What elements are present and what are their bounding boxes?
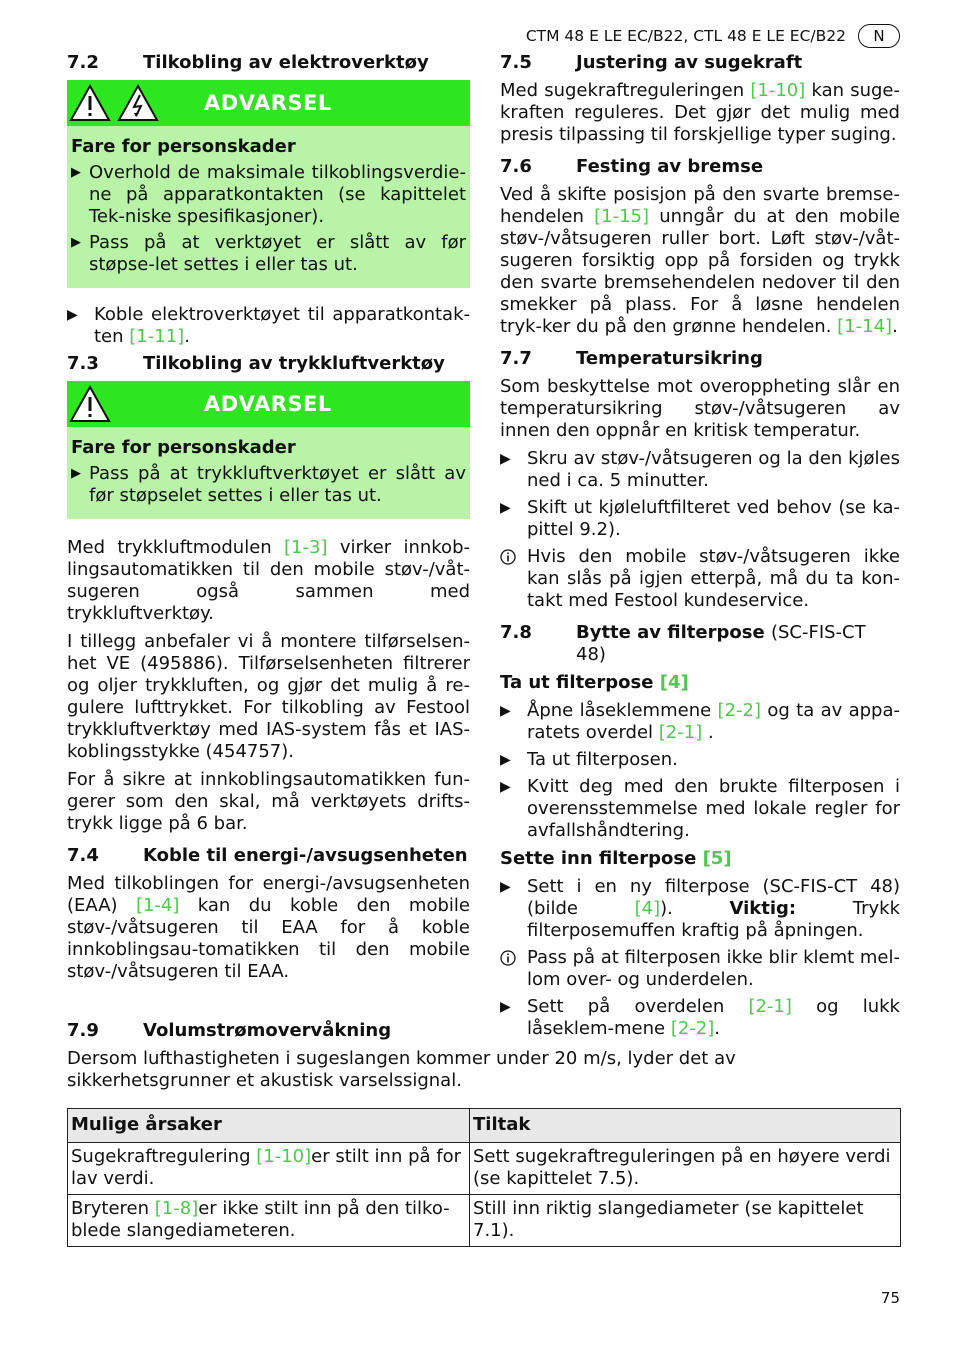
warning-box-7-2 <box>67 80 470 288</box>
electric-hazard-icon <box>117 84 159 122</box>
insert-filter-subheading: Sette inn filterpose [5] <box>500 848 732 869</box>
section-7-9-heading: 7.9 Volumstrømovervåkning <box>67 1020 392 1041</box>
instruction-step: ▶ Sett i en ny filterpose (SC-FIS-CT 48) (bilde [4]). Viktig: Trykk filterposemuffen kraftig på åpningen. <box>500 876 900 941</box>
warning-subtitle: Fare for personskader <box>71 136 296 157</box>
section-7-7-heading: 7.7 Temperatursikring <box>500 348 763 369</box>
figure-ref: [1-14] <box>837 316 893 337</box>
table-cell: Bryteren [1-8]er ikke stilt inn på den tilko-blede slangediameteren. <box>68 1195 470 1247</box>
section-7-5-heading: 7.5 Justering av sugekraft <box>500 52 803 73</box>
model-title: CTM 48 E LE EC/B22, CTL 48 E LE EC/B22 <box>525 27 846 45</box>
page-number: 75 <box>880 1289 900 1307</box>
arrow-bullet-icon: ▶ <box>67 307 78 323</box>
arrow-bullet-icon: ▶ <box>500 752 511 768</box>
warning-subtitle: Fare for personskader <box>71 437 296 458</box>
warning-bar <box>67 80 470 126</box>
instruction-step: ▶ Sett på overdelen [2-1] og lukk låseklem-mene [2-2]. <box>500 996 900 1039</box>
instruction-step: ▶ Skift ut kjøleluftfilteret ved behov (se ka-pittel 9.2). <box>500 497 900 540</box>
table-cell: Sett sugekraftreguleringen på en høyere verdi (se kapittelet 7.5). <box>470 1143 901 1195</box>
figure-ref: [1-3] <box>284 537 328 558</box>
language-badge: N <box>858 24 900 48</box>
paragraph: Ved å skifte posisjon på den svarte bremse-hendelen [1-15] unngår du at den mobile støv-/våtsugeren ruller bort. Løft støv-/våt-sugeren forsiktig opp på forsiden og trykk den svarte bremsehendelen nedover til den smekker på plass. For å løsne hendelen tryk-ker du på den grønne hendelen. [1-14]. <box>500 184 900 337</box>
arrow-bullet-icon: ▶ <box>500 500 511 516</box>
warning-item: ▶ Overhold de maksimale tilkoblingsverdie-ne på apparatkontakten (se kapittelet Tek-niske spesifikasjoner). <box>71 162 466 227</box>
remove-filter-subheading: Ta ut filterpose [4] <box>500 672 689 693</box>
warning-title: ADVARSEL <box>204 91 332 115</box>
instruction-step: ▶ Ta ut filterposen. <box>500 749 678 770</box>
warning-bar <box>67 381 470 427</box>
table-row <box>68 1195 901 1247</box>
arrow-bullet-icon: ▶ <box>500 779 511 795</box>
info-note: Pass på at filterposen ikke blir klemt mel-lom over- og underdelen. <box>500 947 900 991</box>
table-cell: Sugekraftregulering [1-10]er stilt inn på for lav verdi. <box>68 1143 470 1195</box>
paragraph: Med sugekraftreguleringen [1-10] kan suge-kraften reguleres. Det gjør det mulig med presis tilpassing til forskjellige typer suging. <box>500 80 900 145</box>
warning-item: ▶ Pass på at verktøyet er slått av før støpse-let settes i eller tas ut. <box>71 232 466 275</box>
table-header-row <box>68 1109 901 1143</box>
instruction-step: ▶ Koble elektroverktøyet til apparatkontak-ten [1-11]. <box>67 304 470 347</box>
column-header: Tiltak <box>470 1109 901 1143</box>
table-row <box>68 1143 901 1195</box>
page-header <box>526 24 900 48</box>
figure-ref: [1-15] <box>594 206 649 227</box>
section-7-9 <box>67 1020 901 1247</box>
paragraph: Med tilkoblingen for energi-/avsugsenheten (EAA) [1-4] kan du koble den mobile støv-/våtsugeren til EAA for å koble innkoblingsau-tomatikken til den mobile støv-/våtsugeren til EAA. <box>67 873 470 982</box>
left-column <box>67 52 470 989</box>
instruction-step: ▶ Åpne låseklemmene [2-2] og ta av appa-ratets overdel [2-1] . <box>500 700 901 743</box>
warning-box-7-3 <box>67 381 470 519</box>
right-column <box>500 52 900 1045</box>
instruction-step: ▶ Skru av støv-/våtsugeren og la den kjøles ned i ca. 5 minutter. <box>500 448 900 491</box>
info-icon <box>500 549 516 565</box>
warning-triangle-icon <box>69 84 111 122</box>
warning-triangle-icon <box>69 385 111 423</box>
arrow-bullet-icon: ▶ <box>500 703 511 719</box>
column-header: Mulige årsaker <box>68 1109 470 1143</box>
section-7-2-heading: 7.2 Tilkobling av elektroverktøy <box>67 52 429 73</box>
paragraph: Dersom lufthastigheten i sugeslangen kommer under 20 m/s, lyder det av sikkerhetsgrunner et akustisk varselssignal. <box>67 1048 736 1091</box>
section-7-4-heading: 7.4 Koble til energi-/avsugsenheten <box>67 845 468 866</box>
section-7-6-heading: 7.6 Festing av bremse <box>500 156 764 177</box>
warning-item: ▶ Pass på at trykkluftverktøyet er slått av før støpselet settes i eller tas ut. <box>71 463 466 506</box>
paragraph: Med trykkluftmodulen [1-3] virker innkob-lingsautomatikken til den mobile støv-/våt-sugeren også sammen med trykkluftverktøy. <box>67 537 470 624</box>
instruction-step: ▶ Kvitt deg med den brukte filterposen i overensstemmelse med lokale regler for avfallshåndtering. <box>500 776 900 841</box>
arrow-bullet-icon: ▶ <box>500 879 511 895</box>
figure-ref: [1-4] <box>135 895 180 916</box>
paragraph: For å sikre at innkoblingsautomatikken fun-gerer som den skal, må verktøyets drifts-trykk ligge på 6 bar. <box>67 769 470 834</box>
info-icon <box>500 950 516 966</box>
paragraph: Som beskyttelse mot overoppheting slår en temperatursikring støv-/våtsugeren av innen den oppnår en kritisk temperatur. <box>500 376 900 441</box>
figure-ref: [1-11] <box>129 326 185 347</box>
causes-table <box>67 1108 901 1247</box>
section-7-3-heading: 7.3 Tilkobling av trykkluftverktøy <box>67 353 445 374</box>
arrow-bullet-icon: ▶ <box>500 451 511 467</box>
warning-title: ADVARSEL <box>204 392 332 416</box>
arrow-bullet-icon: ▶ <box>500 999 511 1015</box>
figure-ref: [1-10] <box>750 80 806 101</box>
table-cell: Still inn riktig slangediameter (se kapittelet 7.1). <box>470 1195 901 1247</box>
paragraph: I tillegg anbefaler vi å montere tilførselsen-het VE (495886). Tilførselsenheten filtrerer og oljer trykkluften, og gjør det mulig å re-gulere lufttrykket. For tilkobling av Festool trykkluftverktøy med IAS-system fås et IAS-koblingsstykke (454757). <box>67 631 470 762</box>
info-note: Hvis den mobile støv-/våtsugeren ikke kan slås på igjen etterpå, må du ta kon-takt med Festool kundeservice. <box>500 546 900 612</box>
section-7-8-heading: 7.8 Bytte av filterpose (SC-FIS-CT 48) <box>500 622 866 665</box>
